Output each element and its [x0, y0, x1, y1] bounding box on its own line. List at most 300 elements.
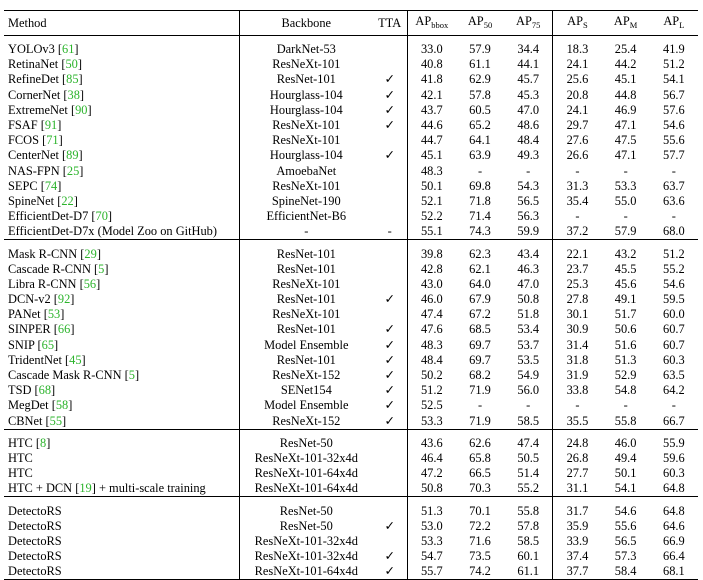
ap75-cell: 46.3	[504, 262, 553, 277]
method-cell	[4, 534, 240, 549]
method-suffix: ]	[70, 322, 75, 337]
backbone-cell: ResNeXt-101	[272, 118, 341, 133]
method-suffix: ]	[51, 383, 56, 398]
citation-number: 22	[61, 193, 74, 208]
method-cell	[4, 429, 240, 451]
header-ap50	[456, 11, 504, 36]
tta-cell: ✓	[373, 368, 408, 383]
method-suffix: ]	[70, 292, 75, 307]
ap-s-cell: 22.1	[566, 246, 589, 261]
ap-bbox-cell: 44.7	[420, 133, 443, 148]
ap75-cell: 44.1	[504, 57, 553, 72]
ap-m-cell: 46.9	[614, 102, 637, 117]
ap50-cell: 71.9	[469, 413, 491, 428]
ap-s-cell: 35.5	[566, 413, 589, 428]
citation-number: 29	[84, 246, 97, 261]
ap-m-cell: 46.0	[614, 435, 637, 450]
table-row	[4, 322, 698, 337]
tta-cell: ✓	[373, 383, 408, 398]
backbone-cell: ResNet-101	[276, 246, 336, 261]
ap-bbox-cell: 50.1	[420, 178, 443, 193]
table-row	[4, 338, 698, 353]
backbone-cell: ResNeXt-101-64x4d	[254, 466, 358, 481]
tta-cell: ✓	[373, 72, 408, 87]
ap-bbox-cell: 52.2	[420, 209, 443, 224]
method-name: HTC	[8, 450, 33, 465]
table-group	[4, 36, 698, 240]
table-row	[4, 534, 698, 549]
ap75-cell: 61.1	[504, 564, 553, 580]
method-cell	[4, 262, 240, 277]
header-ap-l	[650, 11, 698, 36]
ap-bbox-cell: 42.1	[420, 87, 443, 102]
ap-l-cell: 66.9	[663, 533, 685, 548]
method-cell	[4, 148, 240, 163]
backbone-cell: Hourglass-104	[269, 87, 343, 102]
method-cell	[4, 194, 240, 209]
ap-m-cell: 45.1	[614, 72, 637, 87]
ap50-cell: 72.2	[469, 518, 491, 533]
ap75-cell: 49.3	[504, 148, 553, 163]
tta-cell: ✓	[373, 564, 408, 580]
tta-cell: ✓	[373, 103, 408, 118]
tta-cell: ✓	[373, 338, 408, 353]
method-cell	[4, 497, 240, 519]
method-name: HTC	[8, 466, 33, 481]
ap75-cell: 45.7	[504, 72, 553, 87]
ap-s-cell: 26.6	[566, 148, 589, 163]
backbone-cell: ResNet-101	[276, 322, 336, 337]
ap-m-cell: 47.1	[614, 118, 637, 133]
ap75-cell: 56.5	[504, 194, 553, 209]
header-method-label: Method	[8, 15, 47, 30]
ap-l-cell: -	[671, 209, 676, 224]
ap-bbox-cell: 42.8	[420, 261, 443, 276]
tta-cell	[373, 451, 408, 466]
tta-cell	[373, 481, 408, 497]
method-name: NAS-FPN [	[8, 163, 67, 178]
backbone-cell: ResNet-101	[276, 72, 336, 87]
ap-l-cell: 54.6	[663, 276, 685, 291]
ap-bbox-cell: 48.3	[420, 163, 443, 178]
ap-bbox-cell: 50.2	[420, 368, 443, 383]
ap75-cell: 56.0	[504, 383, 553, 398]
ap-bbox-cell: 44.6	[420, 118, 443, 133]
ap-m-cell: 54.6	[614, 503, 637, 518]
ap75-cell: 34.4	[504, 36, 553, 58]
ap75-cell: 58.5	[504, 414, 553, 430]
ap-l-cell: -	[671, 163, 676, 178]
ap-bbox-cell: 46.0	[420, 292, 443, 307]
backbone-cell: SpineNet-190	[271, 193, 341, 208]
backbone-cell: ResNet-101	[276, 261, 336, 276]
ap50-cell: 63.9	[469, 148, 491, 163]
method-cell	[4, 103, 240, 118]
ap-m-cell: 55.0	[614, 193, 637, 208]
tta-cell: ✓	[373, 353, 408, 368]
method-name: Libra R-CNN [	[8, 276, 84, 291]
method-cell	[4, 549, 240, 564]
method-cell	[4, 179, 240, 194]
table-header-row	[4, 11, 698, 36]
ap75-cell: 55.8	[504, 497, 553, 519]
backbone-cell: ResNeXt-101	[272, 57, 341, 72]
ap-s-cell: 30.1	[566, 307, 589, 322]
citation-number: 89	[66, 148, 79, 163]
ap-l-cell: 68.1	[663, 564, 685, 579]
table-row	[4, 481, 698, 497]
table-row	[4, 224, 698, 240]
backbone-cell: DarkNet-53	[276, 42, 336, 57]
ap-s-cell: 33.9	[566, 533, 589, 548]
citation-number: 5	[128, 368, 135, 383]
ap-bbox-cell: 41.8	[420, 72, 443, 87]
citation-number: 5	[98, 261, 105, 276]
ap-m-cell: 45.5	[614, 261, 637, 276]
ap-bbox-cell: 39.8	[420, 246, 443, 261]
table-row	[4, 262, 698, 277]
method-name: RefineDet [	[8, 72, 67, 87]
header-ap-l-sub: L	[679, 19, 685, 30]
table-row	[4, 179, 698, 194]
method-suffix: ]	[107, 209, 113, 224]
ap50-cell: 74.3	[469, 224, 491, 239]
ap75-cell: 54.3	[504, 179, 553, 194]
ap-s-cell: 31.3	[566, 178, 589, 193]
ap-l-cell: 63.5	[663, 368, 685, 383]
ap75-cell: 58.5	[504, 534, 553, 549]
tta-cell: ✓	[373, 398, 408, 413]
table-group	[4, 240, 698, 429]
ap50-cell: 74.2	[469, 564, 491, 579]
backbone-cell: Model Ensemble	[264, 337, 349, 352]
ap-l-cell: 66.7	[663, 413, 685, 428]
ap-m-cell: 56.5	[614, 533, 637, 548]
ap50-cell: 60.5	[469, 102, 491, 117]
ap-bbox-cell: 43.6	[420, 435, 443, 450]
tta-cell	[373, 57, 408, 72]
header-ap-m-base: AP	[613, 13, 630, 28]
method-name: MegDet [	[8, 398, 56, 413]
method-suffix: ]	[74, 42, 79, 57]
ap-l-cell: 56.7	[663, 87, 685, 102]
ap-s-cell: 25.6	[566, 72, 589, 87]
ap-l-cell: 66.4	[663, 549, 685, 564]
method-cell	[4, 292, 240, 307]
ap-bbox-cell: 46.4	[420, 450, 443, 465]
ap75-cell: 53.7	[504, 338, 553, 353]
ap75-cell: 50.5	[504, 451, 553, 466]
method-name: SNIP [	[8, 337, 42, 352]
tta-cell: ✓	[373, 322, 408, 337]
ap-m-cell: 57.9	[614, 224, 637, 239]
method-name: HTC + DCN [	[8, 481, 80, 496]
table-row	[4, 429, 698, 451]
ap-l-cell: 60.0	[663, 307, 685, 322]
header-ap-bbox-base: AP	[415, 13, 432, 28]
method-name: RetinaNet [	[8, 57, 66, 72]
backbone-cell: ResNeXt-152	[272, 413, 341, 428]
citation-number: 53	[47, 307, 61, 322]
ap75-cell: -	[504, 164, 553, 179]
ap-l-cell: 63.7	[663, 178, 685, 193]
ap-bbox-cell: 52.1	[420, 193, 443, 208]
method-cell	[4, 564, 240, 580]
ap50-cell: 69.7	[469, 337, 491, 352]
table-row	[4, 353, 698, 368]
header-ap-m-sub: M	[629, 19, 638, 30]
table-row	[4, 497, 698, 519]
citation-number: 38	[67, 87, 80, 102]
citation-number: 50	[65, 57, 78, 72]
method-name: Mask R-CNN [	[8, 246, 85, 261]
citation-number: 55	[49, 413, 63, 428]
ap50-cell: 66.5	[469, 466, 491, 481]
method-name: HTC [	[8, 435, 41, 450]
ap50-cell: -	[477, 398, 483, 413]
ap50-cell: 69.7	[469, 352, 491, 367]
citation-number: 90	[75, 102, 88, 117]
header-ap50-sub: 50	[483, 19, 493, 30]
ap-s-cell: 18.3	[566, 42, 589, 57]
method-suffix: ]	[68, 398, 73, 413]
ap-s-cell: 26.8	[566, 450, 589, 465]
method-cell	[4, 36, 240, 58]
method-name: EfficientDet-D7 [	[8, 209, 96, 224]
backbone-cell: ResNet-101	[276, 292, 336, 307]
ap-s-cell: 37.4	[566, 549, 589, 564]
ap-s-cell: 20.8	[566, 87, 589, 102]
ap75-cell: 50.8	[504, 292, 553, 307]
backbone-cell: ResNeXt-101	[272, 307, 341, 322]
method-name: PANet [	[8, 307, 48, 322]
tta-cell: ✓	[373, 148, 408, 163]
citation-number: 74	[44, 178, 58, 193]
tta-cell	[373, 307, 408, 322]
method-name: ExtremeNet [	[8, 102, 76, 117]
ap-m-cell: 25.4	[614, 42, 637, 57]
ap-s-cell: 27.8	[566, 292, 589, 307]
ap50-cell: 68.2	[469, 368, 491, 383]
method-cell	[4, 307, 240, 322]
method-cell	[4, 353, 240, 368]
method-cell	[4, 398, 240, 413]
method-cell	[4, 133, 240, 148]
header-tta	[373, 11, 408, 36]
backbone-cell: ResNeXt-101	[272, 276, 341, 291]
method-name: SEPC [	[8, 178, 45, 193]
backbone-cell: SENet154	[280, 383, 332, 398]
ap75-cell: 48.4	[504, 133, 553, 148]
ap-bbox-cell: 52.5	[420, 398, 443, 413]
ap50-cell: 62.1	[469, 261, 491, 276]
table-row	[4, 209, 698, 224]
backbone-cell: -	[304, 224, 309, 239]
ap-m-cell: 49.4	[614, 450, 637, 465]
method-cell	[4, 338, 240, 353]
ap-m-cell: 58.4	[614, 564, 637, 579]
header-ap50-base: AP	[467, 13, 484, 28]
ap75-cell: 54.9	[504, 368, 553, 383]
ap-s-cell: 29.7	[566, 118, 589, 133]
ap50-cell: 69.8	[469, 178, 491, 193]
method-cell	[4, 118, 240, 133]
ap-m-cell: 55.6	[614, 518, 637, 533]
ap-l-cell: 57.6	[663, 102, 685, 117]
table-row	[4, 414, 698, 430]
method-cell	[4, 72, 240, 87]
ap75-cell: -	[504, 398, 553, 413]
ap-bbox-cell: 53.0	[420, 518, 443, 533]
backbone-cell: ResNeXt-101	[272, 178, 341, 193]
tta-cell: ✓	[373, 118, 408, 133]
ap75-cell: 51.4	[504, 466, 553, 481]
ap-m-cell: 53.3	[614, 178, 637, 193]
method-suffix: ]	[57, 178, 62, 193]
method-name: DetectoRS	[8, 518, 62, 533]
ap-l-cell: 64.8	[663, 481, 685, 496]
backbone-cell: ResNeXt-101-32x4d	[254, 549, 358, 564]
ap-s-cell: 23.7	[566, 261, 589, 276]
ap-m-cell: -	[623, 163, 628, 178]
method-cell	[4, 383, 240, 398]
ap-bbox-cell: 53.3	[420, 413, 443, 428]
backbone-cell: ResNeXt-101-32x4d	[254, 533, 358, 548]
ap-l-cell: 64.2	[663, 383, 685, 398]
method-name: DetectoRS	[8, 533, 62, 548]
ap-l-cell: 59.5	[663, 292, 685, 307]
method-cell	[4, 322, 240, 337]
tta-cell	[373, 497, 408, 519]
ap-m-cell: 43.2	[614, 246, 637, 261]
method-suffix: ]	[73, 193, 78, 208]
ap75-cell: 51.8	[504, 307, 553, 322]
ap-bbox-cell: 51.2	[420, 383, 443, 398]
method-name: YOLOv3 [	[8, 42, 63, 57]
method-cell	[4, 466, 240, 481]
ap50-cell: 67.9	[469, 292, 491, 307]
ap50-cell: -	[477, 163, 483, 178]
tta-cell: ✓	[373, 292, 408, 307]
ap-l-cell: 54.6	[663, 118, 685, 133]
tta-cell	[373, 240, 408, 262]
backbone-cell: ResNeXt-101-32x4d	[254, 450, 358, 465]
citation-number: 85	[66, 72, 79, 87]
ap75-cell: 60.1	[504, 549, 553, 564]
method-name: CBNet [	[8, 413, 50, 428]
ap-l-cell: 63.6	[663, 193, 685, 208]
ap50-cell: 62.3	[469, 246, 491, 261]
ap-bbox-cell: 51.3	[420, 503, 443, 518]
method-name: FSAF [	[8, 118, 45, 133]
ap75-cell: 56.3	[504, 209, 553, 224]
ap50-cell: 64.0	[469, 276, 491, 291]
ap50-cell: 68.5	[469, 322, 491, 337]
ap-bbox-cell: 54.7	[420, 549, 443, 564]
table-group	[4, 497, 698, 580]
header-backbone	[240, 11, 373, 36]
table-row	[4, 103, 698, 118]
ap-m-cell: 51.6	[614, 337, 637, 352]
ap-s-cell: 30.9	[566, 322, 589, 337]
ap50-cell: 71.8	[469, 193, 491, 208]
ap-l-cell: 60.3	[663, 352, 685, 367]
ap-l-cell: 51.2	[663, 246, 685, 261]
ap75-cell: 53.4	[504, 322, 553, 337]
tta-cell	[373, 179, 408, 194]
ap-l-cell: 60.3	[663, 466, 685, 481]
table-row	[4, 194, 698, 209]
backbone-cell: ResNet-101	[276, 352, 336, 367]
ap-m-cell: -	[623, 398, 628, 413]
method-cell	[4, 481, 240, 497]
method-name: CenterNet [	[8, 148, 67, 163]
method-cell	[4, 164, 240, 179]
table-row	[4, 72, 698, 87]
ap-bbox-cell: 53.3	[420, 533, 443, 548]
header-ap-bbox-sub: bbox	[431, 19, 449, 30]
method-suffix: ]	[96, 276, 101, 291]
method-name: DetectoRS	[8, 503, 62, 518]
ap50-cell: 71.4	[469, 209, 491, 224]
header-backbone-label: Backbone	[281, 15, 332, 30]
ap-m-cell: 52.9	[614, 368, 637, 383]
ap50-cell: 70.1	[469, 503, 491, 518]
ap50-cell: 61.1	[469, 57, 491, 72]
backbone-cell: ResNeXt-101	[272, 133, 341, 148]
method-suffix: ]	[60, 307, 65, 322]
backbone-cell: ResNet-50	[279, 435, 333, 450]
method-suffix: ]	[96, 246, 101, 261]
method-suffix: ] + multi-scale training	[91, 481, 206, 496]
ap75-cell: 47.0	[504, 103, 553, 118]
method-suffix: ]	[79, 87, 85, 102]
ap-m-cell: 45.6	[614, 276, 637, 291]
tta-cell	[373, 262, 408, 277]
ap-m-cell: 44.2	[614, 57, 637, 72]
tta-cell	[373, 429, 408, 451]
ap-m-cell: 47.1	[614, 148, 637, 163]
table-row	[4, 368, 698, 383]
backbone-cell: ResNeXt-152	[272, 368, 341, 383]
header-ap-s-base: AP	[567, 13, 583, 28]
ap50-cell: 70.3	[469, 481, 491, 496]
method-name: SpineNet [	[8, 193, 62, 208]
header-ap-bbox	[407, 11, 456, 36]
ap-l-cell: 60.7	[663, 337, 685, 352]
citation-number: 68	[38, 383, 52, 398]
method-name: DetectoRS	[8, 549, 62, 564]
ap-s-cell: -	[575, 398, 580, 413]
ap-s-cell: 24.1	[566, 57, 589, 72]
backbone-cell: ResNet-50	[279, 503, 333, 518]
ap-s-cell: 35.4	[566, 193, 589, 208]
tta-cell	[373, 36, 408, 58]
ap-bbox-cell: 47.2	[420, 466, 443, 481]
header-ap-s-sub: S	[582, 19, 588, 30]
ap-l-cell: 55.6	[663, 133, 685, 148]
tta-cell	[373, 209, 408, 224]
ap75-cell: 53.5	[504, 353, 553, 368]
table-row	[4, 383, 698, 398]
table-row	[4, 466, 698, 481]
ap-m-cell: 47.5	[614, 133, 637, 148]
method-cell	[4, 57, 240, 72]
method-suffix: ]	[62, 413, 67, 428]
ap-bbox-cell: 43.0	[420, 276, 443, 291]
table-row	[4, 164, 698, 179]
table-group	[4, 429, 698, 497]
